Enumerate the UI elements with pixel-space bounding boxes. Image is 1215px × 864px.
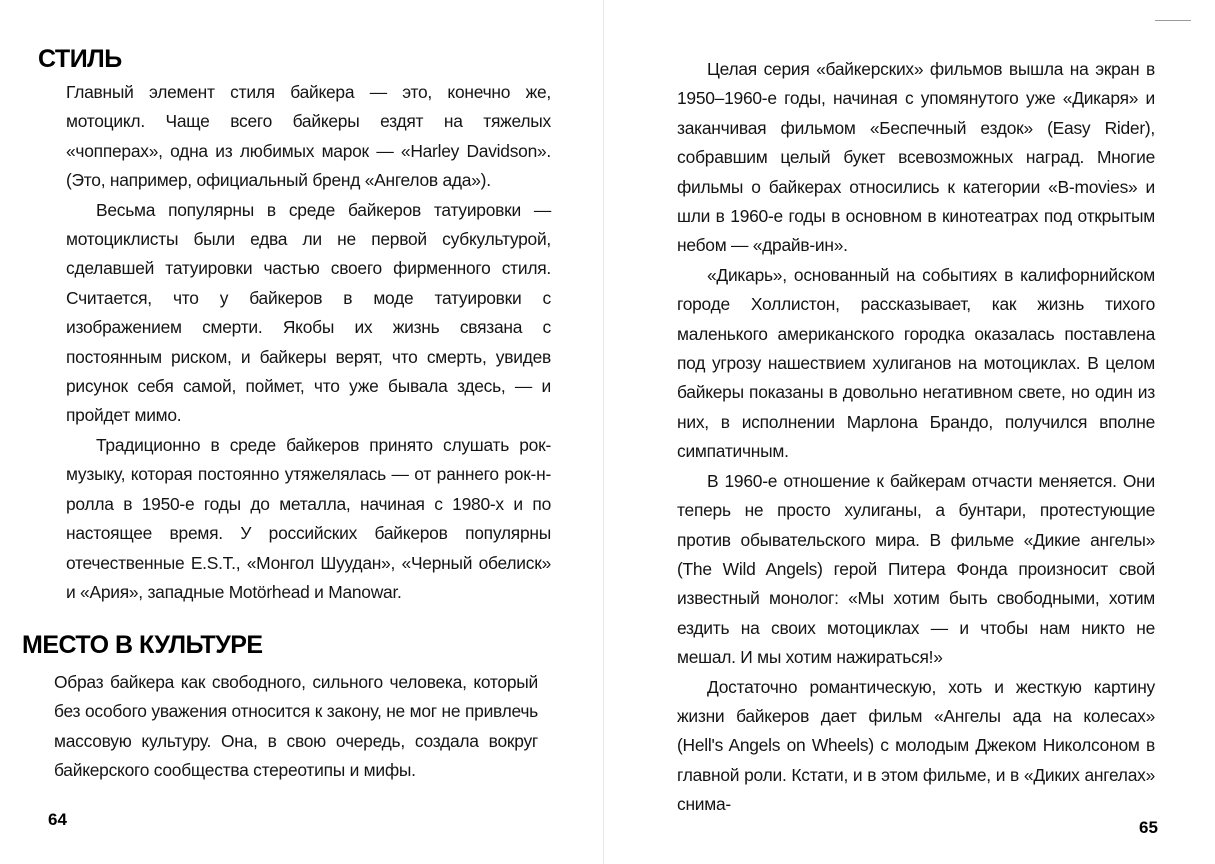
scan-speck — [1155, 20, 1191, 21]
right-page — [607, 0, 1215, 864]
paragraph: Достаточно романтическую, хоть и жесткую картину жизни байкеров дает фильм «Ангелы ада на колесах» (Hell's Angels on Wheels) с молодым Джеком Николсоном в главной роли. Кстати, и в этом фильме, и в «Диких ангелах» снима- — [677, 676, 1155, 815]
right-page-text — [677, 55, 1155, 820]
book-gutter — [603, 0, 604, 864]
section-title-style: СТИЛЬ — [38, 45, 122, 73]
section-title-culture: МЕСТО В КУЛЬТУРЕ — [22, 631, 263, 659]
paragraph: Целая серия «байкерских» фильмов вышла на экран в 1950–1960-е годы, начиная с упомянутого уже «Дикаря» и заканчивая фильмом «Беспечный ездок» (Easy Rider), собравшим целый букет всевозможных наград. Многие фильмы о байкерах относились к категории «B-movies» и шли в 1960-е годы в основном в кинотеатрах под открытым небом — «драйв-ин». — [677, 59, 1155, 256]
page-number-left: 64 — [48, 810, 67, 829]
paragraph: В 1960-е отношение к байкерам отчасти меняется. Они теперь не просто хулиганы, а бунтари, протестующие против обывательского мира. В фильме «Дикие ангелы» (The Wild Angels) герой Питера Фонда произносит свой известный монолог: «Мы хотим быть свободными, хотим ездить на своих мотоциклах — и чтобы нам никто не мешал. И мы хотим нажираться!» — [677, 470, 1155, 668]
style-section-text — [66, 78, 551, 607]
left-page — [0, 0, 600, 864]
page-number-right: 65 — [1139, 818, 1158, 837]
paragraph: «Дикарь», основанный на событиях в калифорнийском городе Холлистон, рассказывает, как жизнь тихого маленького американского городка оказалась поставлена под угрозу нашествием хулиганов на мотоциклах. В целом байкеры показаны в довольно негативном свете, но один из них, в исполнении Марлона Брандо, получился вполне симпатичным. — [677, 264, 1155, 462]
culture-section-text — [54, 668, 538, 786]
paragraph: Главный элемент стиля байкера — это, конечно же, мотоцикл. Чаще всего байкеры ездят на тяжелых «чопперах», одна из любимых марок — «Harley Davidson». (Это, например, официальный бренд «Ангелов ада»). — [66, 82, 551, 191]
paragraph: Образ байкера как свободного, сильного человека, который без особого уважения относится к закону, не мог не привлечь массовую культуру. Она, в свою очередь, создала вокруг байкерского сообщества стереотипы и мифы. — [54, 672, 538, 781]
paragraph: Весьма популярны в среде байкеров татуировки — мотоциклисты были едва ли не первой субкультурой, сделавшей татуировки частью своего фирменного стиля. Считается, что у байкеров в моде татуировки с изображением смерти. Якобы их жизнь связана с постоянным риском, и байкеры верят, что смерть, увидев рисунок себя самой, поймет, что уже бывала здесь, — и пройдет мимо. — [66, 199, 551, 426]
paragraph: Традиционно в среде байкеров принято слушать рок-музыку, которая постоянно утяжелялась — от раннего рок-н-ролла в 1950-е годы до металла, начиная с 1980-х и по настоящее время. У российских байкеров популярны отечественные E.S.T., «Монгол Шуудан», «Черный обелиск» и «Ария», западные Motörhead и Manowar. — [66, 434, 551, 602]
